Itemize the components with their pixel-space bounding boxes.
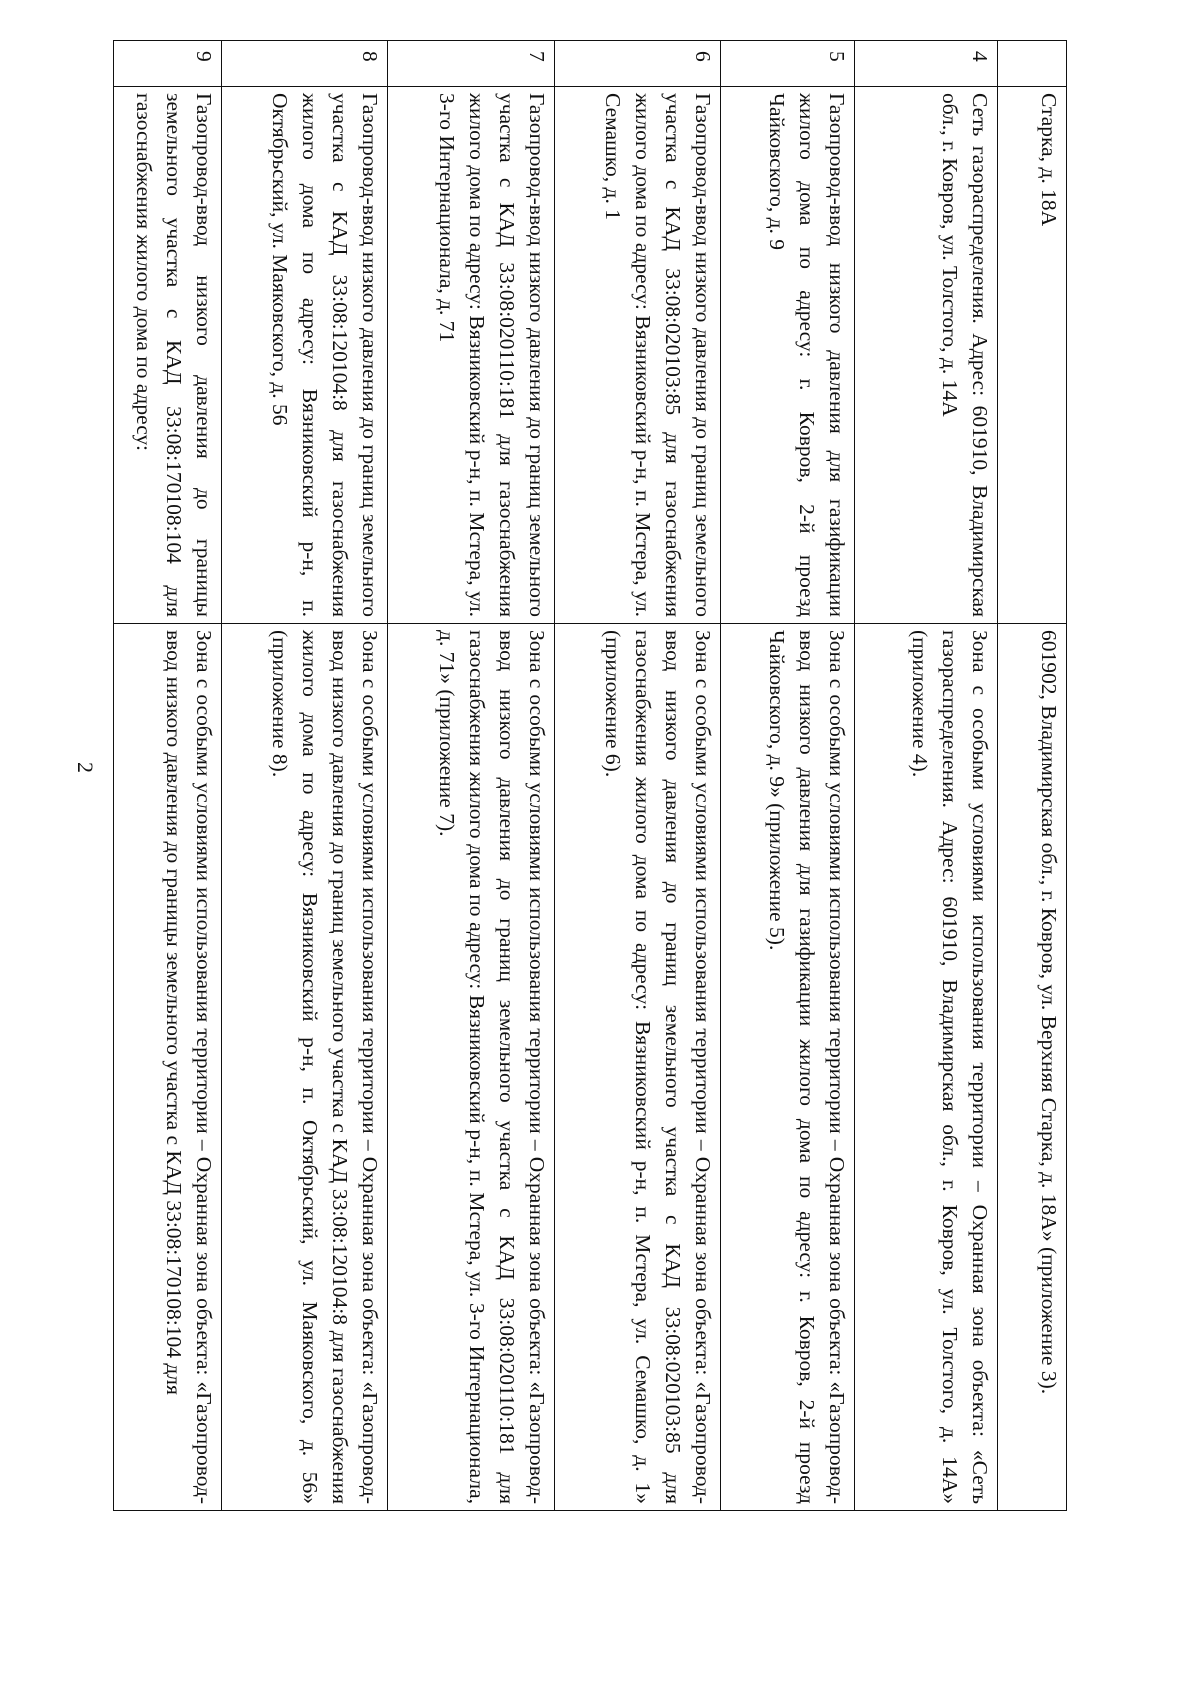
- table-row: [998, 41, 1067, 1511]
- object-cell: Старка, д. 18А: [998, 87, 1067, 624]
- row-number: 8: [221, 41, 387, 87]
- zone-cell: 601902, Владимирская обл., г. Ковров, ул. Верхняя Старка, д. 18А» (приложение 3).: [998, 624, 1067, 1511]
- table-row: [720, 41, 854, 1511]
- zone-cell: Зона с особыми условиями использования территории – Охранная зона объекта: «Газопровод-ввод низкого давления до границ земельного участка с КАД 33:08:120104:8 для газоснабжения жилого дома по адресу: Вязниковский р-н, п. Октябрьский, ул. Маяковского, д. 56» (приложение 8).: [221, 624, 387, 1511]
- row-number: 4: [854, 41, 997, 87]
- table-row: [554, 41, 720, 1511]
- zone-cell: Зона с особыми условиями использования территории – Охранная зона объекта: «Газопровод-ввод низкого давления до границы земельного участка с КАД 33:08:170108:104 для: [114, 624, 222, 1511]
- row-number: 9: [114, 41, 222, 87]
- object-cell: Газопровод-ввод низкого давления до границы земельного участка с КАД 33:08:170108:104 для газоснабжения жилого дома по адресу:: [114, 87, 222, 624]
- page-number: 2: [73, 762, 98, 773]
- object-cell: Газопровод-ввод низкого давления до границ земельного участка с КАД 33:08:020110:181 для газоснабжения жилого дома по адресу: Вязниковский р-н, п. Мстера, ул. 3-го Интернационала, д. 71: [387, 87, 554, 624]
- row-number: 5: [720, 41, 854, 87]
- row-number: 6: [554, 41, 720, 87]
- object-cell: Газопровод-ввод низкого давления до границ земельного участка с КАД 33:08:020103:85 для газоснабжения жилого дома по адресу: Вязниковский р-н, п. Мстера, ул. Семашко, д. 1: [554, 87, 720, 624]
- row-number: [998, 41, 1067, 87]
- table-row: [114, 41, 222, 1511]
- table-row: [387, 41, 554, 1511]
- object-cell: Сеть газораспределения. Адрес: 601910, Владимирская обл., г. Ковров, ул. Толстого, д. 14А: [854, 87, 997, 624]
- zone-cell: Зона с особыми условиями использования территории – Охранная зона объекта: «Газопровод-ввод низкого давления до границ земельного участка с КАД 33:08:020110:181 для газоснабжения жилого дома по адресу: Вязниковский р-н, п. Мстера, ул. 3-го Интернационала, д. 71» (приложение 7).: [387, 624, 554, 1511]
- row-number: 7: [387, 41, 554, 87]
- table-row: [854, 41, 997, 1511]
- zone-cell: Зона с особыми условиями использования территории – Охранная зона объекта: «Газопровод-ввод низкого давления до границ земельного участка с КАД 33:08:020103:85 для газоснабжения жилого дома по адресу: Вязниковский р-н, п. Мстера, ул. Семашко, д. 1» (приложение 6).: [554, 624, 720, 1511]
- zone-cell: Зона с особыми условиями использования территории – Охранная зона объекта: «Газопровод-ввод низкого давления для газификации жилого дома по адресу: г. Ковров, 2-й проезд Чайковского, д. 9» (приложение 5).: [720, 624, 854, 1511]
- zone-cell: Зона с особыми условиями использования территории – Охранная зона объекта: «Сеть газораспределения. Адрес: 601910, Владимирская обл., г. Ковров, ул. Толстого, д. 14А» (приложение 4).: [854, 624, 997, 1511]
- zones-table: [113, 40, 1067, 1511]
- object-cell: Газопровод-ввод низкого давления до границ земельного участка с КАД 33:08:120104:8 для газоснабжения жилого дома по адресу: Вязниковский р-н, п. Октябрьский, ул. Маяковского, д. 56: [221, 87, 387, 624]
- table-row: [221, 41, 387, 1511]
- object-cell: Газопровод-ввод низкого давления для газификации жилого дома по адресу: г. Ковров, 2-й проезд Чайковского, д. 9: [720, 87, 854, 624]
